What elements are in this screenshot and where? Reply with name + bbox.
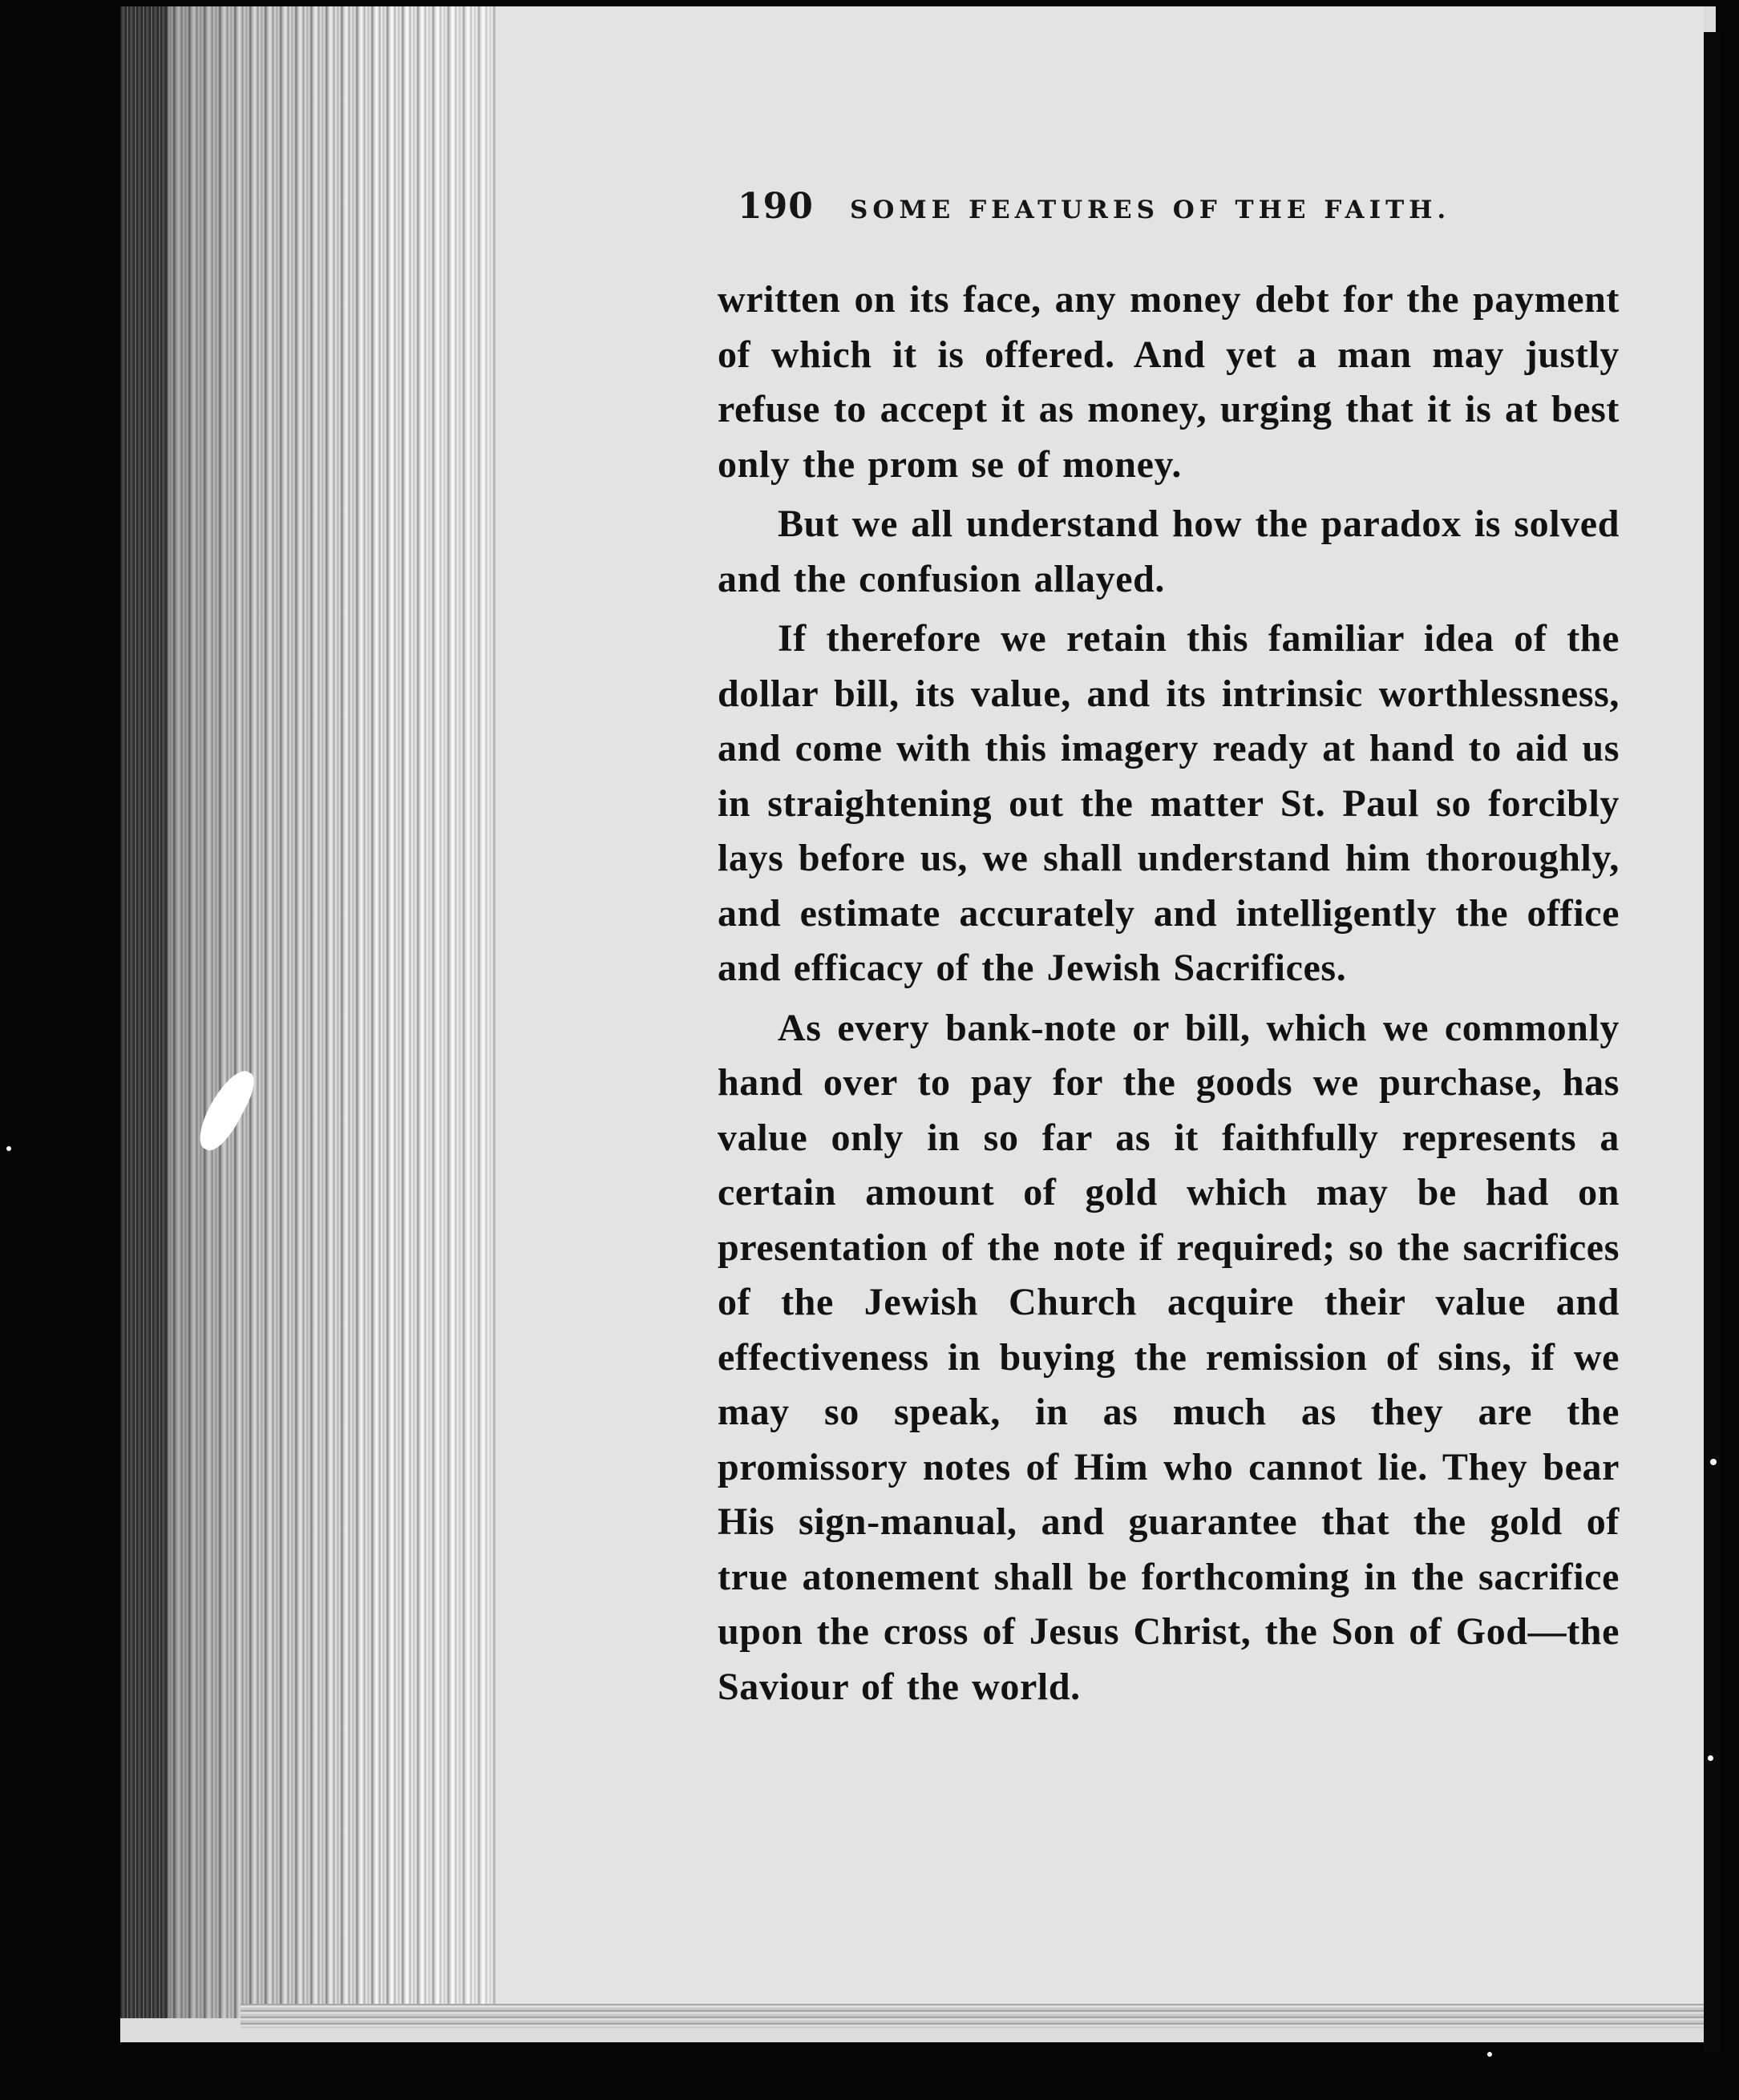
running-head-title: SOME FEATURES OF THE FAITH. <box>849 196 1451 224</box>
bottom-page-edge <box>241 2004 1708 2028</box>
paragraph-1: written on its face, any money debt for the payment of which it is offered. And yet a man may justly refuse to accept it as money, urging that it is at best only the prom se of money. <box>718 278 1620 486</box>
paragraph-3: If therefore we retain this familiar idea of the dollar bill, its value, and its intrinsic worthlessness, and come with this imagery ready at hand to aid us in straightening out the matter St. Paul so forcibly lays before us, we shall understand him thoroughly, and estimate accurately and intelligently the office and efficacy of the Jewish Sacrifices. <box>718 617 1620 989</box>
scan-speck <box>1708 1755 1713 1761</box>
paragraph-2: But we all understand how the paradox is solved and the confusion allayed. <box>718 503 1620 600</box>
page-number: 190 <box>738 186 814 227</box>
book-gutter-shadow <box>1704 32 1720 2052</box>
running-head <box>738 186 1636 227</box>
book-cover-edge <box>120 6 168 2018</box>
paragraph-4: As every bank-note or bill, which we commonly hand over to pay for the goods we purchase, has value only in so far as it faithfully represents a certain amount of gold which may be had on presentation of the note if required; so the sacrifices of the Jewish Church acquire their value and effectiveness in buying the remission of sins, if we may so speak, in as much as they are the promissory notes of Him who cannot lie. They bear His sign-manual, and guarantee that the gold of true atonement shall be forthcoming in the sacrifice upon the cross of Jesus Christ, the Son of God—the Saviour of the world. <box>718 1006 1620 1708</box>
scan-speck <box>6 1146 11 1151</box>
body-text <box>718 273 1620 1714</box>
page-edges <box>120 6 497 2018</box>
scan-speck <box>1710 1459 1717 1465</box>
scan-speck <box>1487 2052 1492 2057</box>
